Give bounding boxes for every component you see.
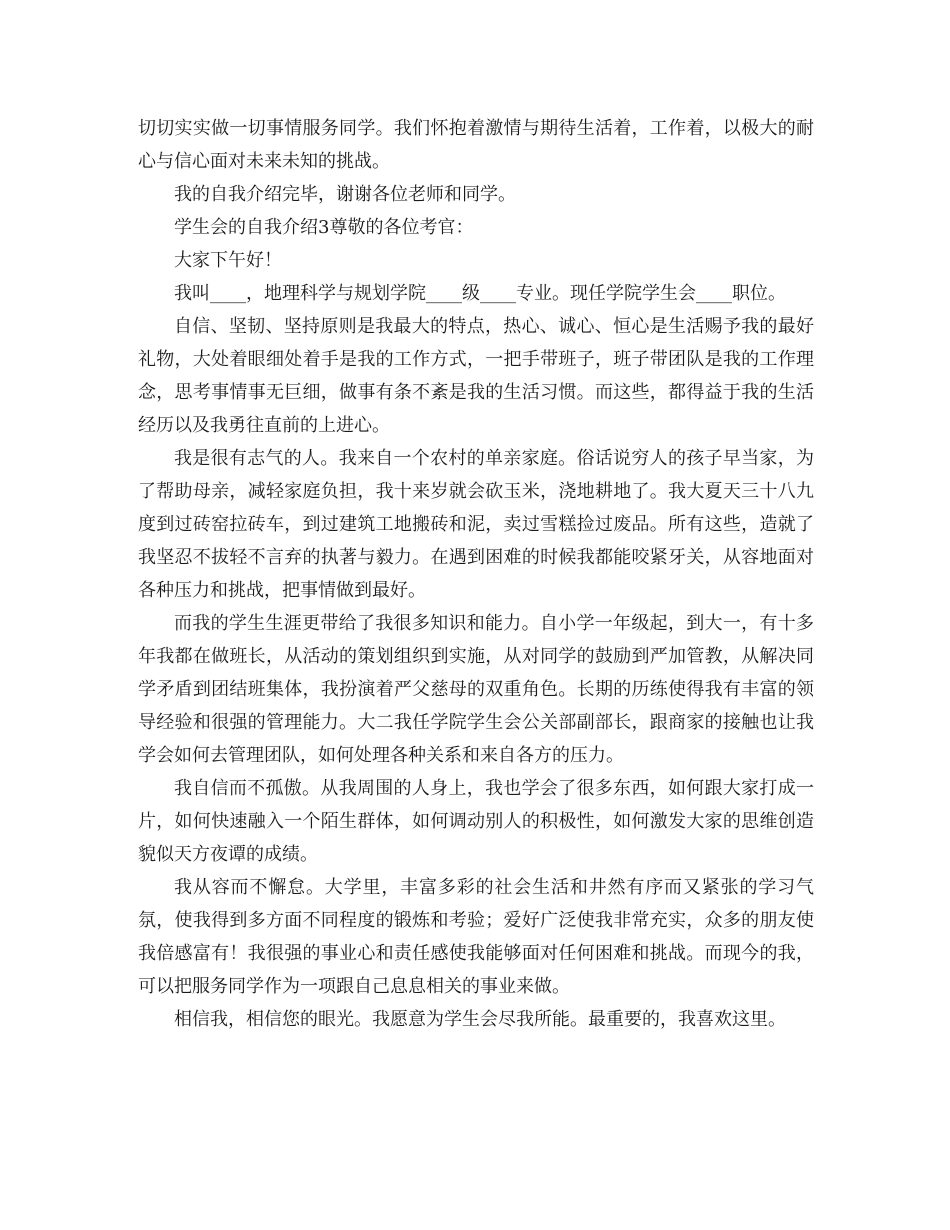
paragraph-intro: 我叫____，地理科学与规划学院____级____专业。现任学院学生会____职位。 <box>174 283 786 304</box>
paragraph-closing: 我的自我介绍完毕，谢谢各位老师和同学。 <box>174 184 516 205</box>
paragraph-greeting: 大家下午好！ <box>174 250 282 271</box>
paragraph-traits: 自信、坚韧、坚持原则是我最大的特点，热心、诚心、恒心是生活赐予我的最好礼物，大处着眼细处着手是我的工作方式，一把手带班子，班子带团队是我的工作理念，思考事情事无巨细，做事有条不紊是我的生活习惯。而这些，都得益于我的生活经历以及我勇往直前的上进心。 <box>138 316 814 436</box>
paragraph-experience: 而我的学生生涯更带给了我很多知识和能力。自小学一年级起，到大一，有十多年我都在做班长，从活动的策划组织到实施，从对同学的鼓励到严加管教，从解决同学矛盾到团结班集体，我扮演着严父慈母的双重角色。长期的历练使得我有丰富的领导经验和很强的管理能力。大二我任学院学生会公关部副部长，跟商家的接触也让我学会如何去管理团队，如何处理各种关系和来自各方的压力。 <box>138 613 814 766</box>
paragraph-continuation: 切切实实做一切事情服务同学。我们怀抱着激情与期待生活着，工作着，以极大的耐心与信心面对未来未知的挑战。 <box>138 118 814 172</box>
paragraph-conclusion: 相信我，相信您的眼光。我愿意为学生会尽我所能。最重要的，我喜欢这里。 <box>174 1009 786 1030</box>
document-body <box>138 112 814 1036</box>
paragraph-confidence: 我自信而不孤傲。从我周围的人身上，我也学会了很多东西，如何跟大家打成一片，如何快速融入一个陌生群体，如何调动别人的积极性，如何激发大家的思维创造貌似天方夜谭的成绩。 <box>138 778 814 865</box>
paragraph-composure: 我从容而不懈怠。大学里，丰富多彩的社会生活和井然有序而又紧张的学习气氛，使我得到多方面不同程度的锻炼和考验；爱好广泛使我非常充实，众多的朋友使我倍感富有！我很强的事业心和责任感使我能够面对任何困难和挑战。而现今的我，可以把服务同学作为一项跟自己息息相关的事业来做。 <box>138 877 814 997</box>
paragraph-background: 我是很有志气的人。我来自一个农村的单亲家庭。俗话说穷人的孩子早当家，为了帮助母亲，减轻家庭负担，我十来岁就会砍玉米，浇地耕地了。我大夏天三十八九度到过砖窑拉砖车，到过建筑工地搬砖和泥，卖过雪糕捡过废品。所有这些，造就了我坚忍不拔轻不言弃的执著与毅力。在遇到困难的时候我都能咬紧牙关，从容地面对各种压力和挑战，把事情做到最好。 <box>138 448 814 601</box>
paragraph-heading: 学生会的自我介绍3尊敬的各位考官： <box>174 217 474 238</box>
